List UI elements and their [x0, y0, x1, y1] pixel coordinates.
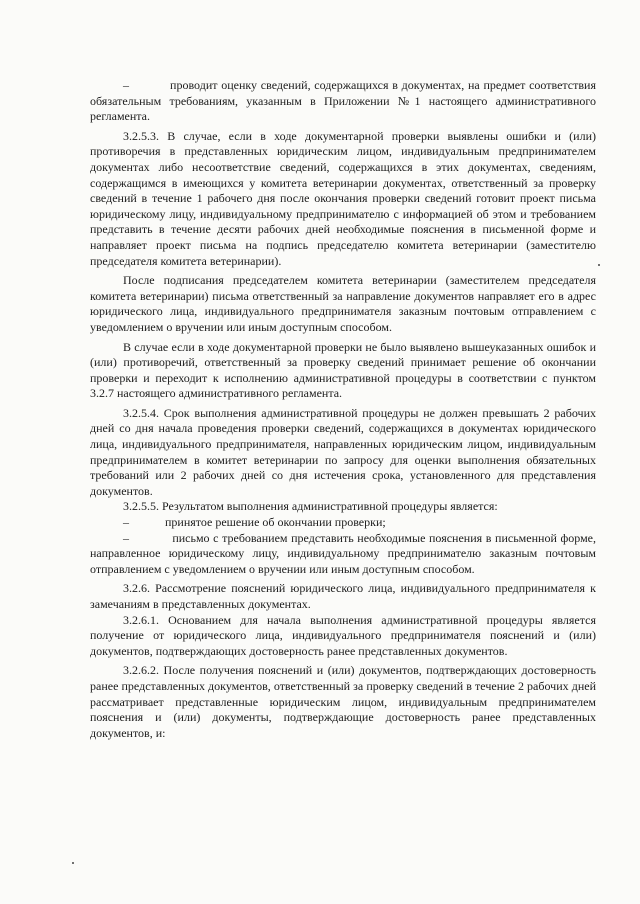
paragraph-3-2-5-3: 3.2.5.3. В случае, если в ходе документарной проверки выявлены ошибки и (или) противоречия в представленных юридическим лицом, индивидуальным предпринимателем документах либо несоответствие сведений, содержащихся в этих документах, сведениям, содержащимся в имеющихся у комитета ветеринарии документах, ответственный за проверку сведений в течение 1 рабочего дня после окончания проверки сведений готовит проект письма юридическому лицу, индивидуальному предпринимателю с информацией об этом и требованием представить в течение десяти рабочих дней необходимые пояснения в письменной форме и направляет проект письма на подпись председателю комитета ветеринарии (заместителю председателя комитета ветеринарии).: [90, 128, 596, 268]
list-item-decision: – принятое решение об окончании проверки;: [123, 515, 386, 530]
paragraph-3-2-5-5: 3.2.5.5. Результатом выполнения административной процедуры является:: [123, 499, 498, 514]
paragraph-no-errors: В случае если в ходе документарной проверки не было выявлено вышеуказанных ошибок и (или) противоречий, ответственный за проверку сведений принимает решение об окончании проверки и переходит к исполнению административной процедуры в соответствии с пунктом 3.2.7 настоящего административного регламента.: [90, 339, 596, 401]
list-item-letter: – письмо с требованием представить необходимые пояснения в письменной форме, направленное юридическому лицу, индивидуальному предпринимателю заказным почтовым отправлением с уведомлением о вручении или иным доступным способом.: [90, 530, 596, 576]
paragraph-3-2-5-4: 3.2.5.4. Срок выполнения административной процедуры не должен превышать 2 рабочих дней со дня начала проведения проверки сведений, содержащихся в документах юридического лица, индивидуального предпринимателя, направленных юридическим лицом, индивидуальным предпринимателем в комитет ветеринарии по запросу для оценки выполнения обязательных требований или 2 рабочих дней со дня истечения срока, установленного для представления документов.: [90, 405, 596, 498]
paragraph-3-2-6: 3.2.6. Рассмотрение пояснений юридического лица, индивидуального предпринимателя к замечаниям в представленных документах.: [90, 581, 596, 611]
scan-speck: [598, 264, 600, 266]
document-body: [90, 78, 596, 741]
scan-speck: [72, 862, 74, 864]
paragraph-3-2-6-1: 3.2.6.1. Основанием для начала выполнения административной процедуры является получение от юридического лица, индивидуального предпринимателя пояснений и (или) документов, подтверждающих достоверность ранее представленных документов.: [90, 612, 596, 658]
paragraph-dash-assessment: – проводит оценку сведений, содержащихся в документах, на предмет соответствия обязательным требованиям, указанным в Приложении №1 настоящего административного регламента.: [90, 78, 596, 124]
paragraph-3-2-6-2: 3.2.6.2. После получения пояснений и (или) документов, подтверждающих достоверность ранее представленных документов, ответственный за проверку сведений в течение 2 рабочих дней рассматривает представленные юридическим лицом, индивидуальным предпринимателем пояснения и (или) документы, подтверждающие достоверность ранее представленных документов, и:: [90, 663, 596, 740]
paragraph-signing-letter: После подписания председателем комитета ветеринарии (заместителем председателя комитета ветеринарии) письма ответственный за направление документов направляет его в адрес юридического лица, индивидуального предпринимателя заказным почтовым отправлением с уведомлением о вручении или иным доступным способом.: [90, 273, 596, 334]
